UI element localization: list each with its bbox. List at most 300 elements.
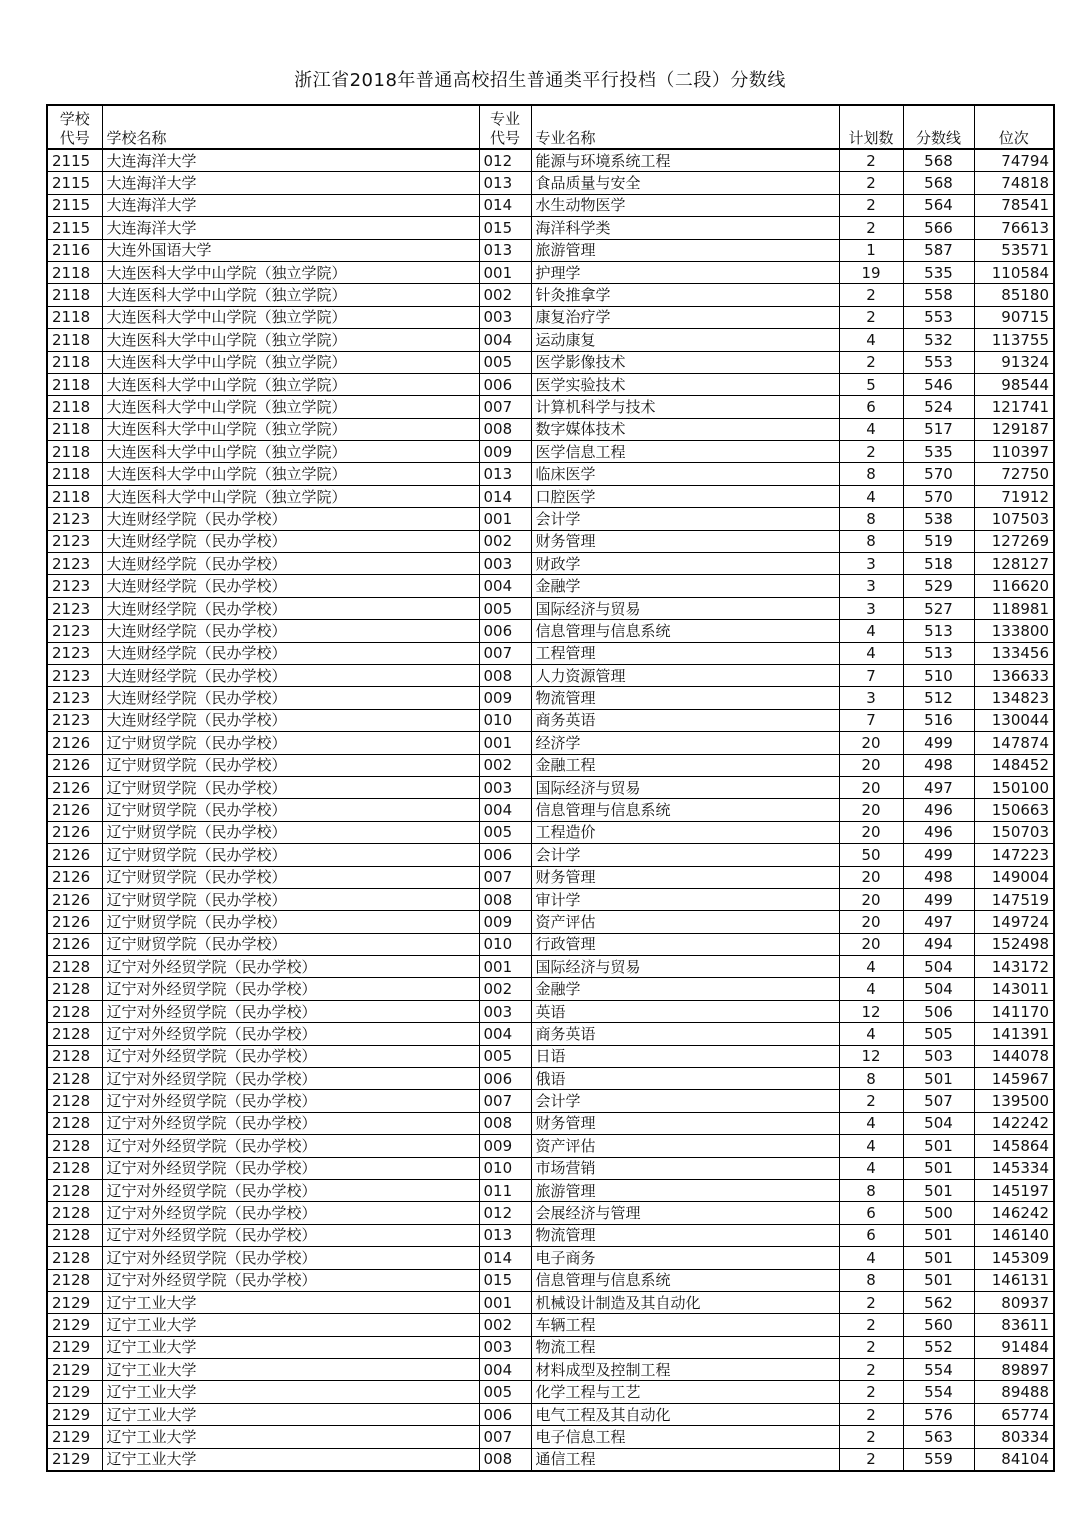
cell-rank: 128127 bbox=[974, 553, 1054, 575]
cell-school-code: 2129 bbox=[47, 1336, 102, 1358]
cell-major-code: 009 bbox=[479, 441, 531, 463]
cell-major-code: 004 bbox=[479, 329, 531, 351]
cell-rank: 118981 bbox=[974, 597, 1054, 619]
cell-school-name: 辽宁对外经贸学院（民办学校） bbox=[102, 1135, 479, 1157]
cell-major-name: 口腔医学 bbox=[531, 485, 839, 507]
cell-major-name: 食品质量与安全 bbox=[531, 172, 839, 194]
cell-major-code: 007 bbox=[479, 642, 531, 664]
cell-school-name: 大连财经学院（民办学校） bbox=[102, 530, 479, 552]
cell-rank: 152498 bbox=[974, 933, 1054, 955]
cell-school-code: 2116 bbox=[47, 239, 102, 261]
cell-rank: 80937 bbox=[974, 1291, 1054, 1313]
table-row bbox=[47, 508, 1054, 530]
cell-school-name: 大连海洋大学 bbox=[102, 217, 479, 239]
cell-school-name: 大连财经学院（民办学校） bbox=[102, 664, 479, 686]
cell-school-name: 辽宁工业大学 bbox=[102, 1336, 479, 1358]
cell-major-name: 机械设计制造及其自动化 bbox=[531, 1291, 839, 1313]
cell-score: 563 bbox=[903, 1426, 974, 1448]
table-row bbox=[47, 463, 1054, 485]
cell-plan: 2 bbox=[839, 351, 903, 373]
cell-major-name: 水生动物医学 bbox=[531, 194, 839, 216]
cell-score: 499 bbox=[903, 888, 974, 910]
table-row bbox=[47, 553, 1054, 575]
table-row bbox=[47, 754, 1054, 776]
cell-school-name: 辽宁对外经贸学院（民办学校） bbox=[102, 978, 479, 1000]
cell-rank: 146140 bbox=[974, 1224, 1054, 1246]
cell-school-code: 2129 bbox=[47, 1291, 102, 1313]
cell-school-name: 辽宁工业大学 bbox=[102, 1381, 479, 1403]
cell-rank: 91484 bbox=[974, 1336, 1054, 1358]
cell-plan: 1 bbox=[839, 239, 903, 261]
cell-score: 553 bbox=[903, 306, 974, 328]
cell-plan: 4 bbox=[839, 620, 903, 642]
cell-major-name: 物流管理 bbox=[531, 1224, 839, 1246]
cell-school-name: 大连医科大学中山学院（独立学院） bbox=[102, 261, 479, 283]
table-row bbox=[47, 1179, 1054, 1201]
cell-major-code: 012 bbox=[479, 149, 531, 172]
cell-score: 513 bbox=[903, 620, 974, 642]
cell-score: 524 bbox=[903, 396, 974, 418]
table-row bbox=[47, 306, 1054, 328]
cell-school-name: 辽宁财贸学院（民办学校） bbox=[102, 844, 479, 866]
cell-plan: 4 bbox=[839, 1247, 903, 1269]
table-row bbox=[47, 821, 1054, 843]
cell-school-name: 大连财经学院（民办学校） bbox=[102, 597, 479, 619]
cell-score: 498 bbox=[903, 866, 974, 888]
table-row bbox=[47, 620, 1054, 642]
cell-major-code: 004 bbox=[479, 575, 531, 597]
cell-rank: 147519 bbox=[974, 888, 1054, 910]
cell-major-code: 001 bbox=[479, 732, 531, 754]
cell-major-code: 009 bbox=[479, 687, 531, 709]
cell-plan: 12 bbox=[839, 1000, 903, 1022]
cell-major-name: 通信工程 bbox=[531, 1448, 839, 1471]
cell-plan: 8 bbox=[839, 508, 903, 530]
cell-school-name: 辽宁对外经贸学院（民办学校） bbox=[102, 956, 479, 978]
cell-rank: 116620 bbox=[974, 575, 1054, 597]
cell-score: 538 bbox=[903, 508, 974, 530]
cell-school-code: 2123 bbox=[47, 709, 102, 731]
cell-school-code: 2128 bbox=[47, 1000, 102, 1022]
cell-plan: 6 bbox=[839, 1202, 903, 1224]
table-row bbox=[47, 1403, 1054, 1425]
cell-rank: 85180 bbox=[974, 284, 1054, 306]
cell-plan: 50 bbox=[839, 844, 903, 866]
cell-school-code: 2118 bbox=[47, 485, 102, 507]
cell-major-name: 针灸推拿学 bbox=[531, 284, 839, 306]
cell-major-name: 工程管理 bbox=[531, 642, 839, 664]
cell-school-code: 2123 bbox=[47, 687, 102, 709]
cell-school-name: 辽宁对外经贸学院（民办学校） bbox=[102, 1269, 479, 1291]
cell-score: 501 bbox=[903, 1135, 974, 1157]
cell-score: 576 bbox=[903, 1403, 974, 1425]
cell-plan: 3 bbox=[839, 575, 903, 597]
cell-rank: 84104 bbox=[974, 1448, 1054, 1471]
cell-school-code: 2115 bbox=[47, 149, 102, 172]
cell-plan: 2 bbox=[839, 172, 903, 194]
table-row bbox=[47, 1135, 1054, 1157]
table-row bbox=[47, 418, 1054, 440]
cell-major-name: 海洋科学类 bbox=[531, 217, 839, 239]
cell-score: 570 bbox=[903, 463, 974, 485]
cell-major-code: 001 bbox=[479, 956, 531, 978]
cell-score: 501 bbox=[903, 1068, 974, 1090]
cell-plan: 20 bbox=[839, 821, 903, 843]
cell-school-code: 2118 bbox=[47, 418, 102, 440]
cell-school-code: 2126 bbox=[47, 821, 102, 843]
cell-major-code: 013 bbox=[479, 1224, 531, 1246]
cell-score: 494 bbox=[903, 933, 974, 955]
cell-school-code: 2129 bbox=[47, 1314, 102, 1336]
table-row bbox=[47, 1000, 1054, 1022]
table-row bbox=[47, 776, 1054, 798]
cell-major-name: 财务管理 bbox=[531, 530, 839, 552]
cell-score: 518 bbox=[903, 553, 974, 575]
table-row bbox=[47, 194, 1054, 216]
cell-plan: 4 bbox=[839, 956, 903, 978]
cell-rank: 74818 bbox=[974, 172, 1054, 194]
cell-rank: 133456 bbox=[974, 642, 1054, 664]
cell-score: 587 bbox=[903, 239, 974, 261]
cell-score: 516 bbox=[903, 709, 974, 731]
cell-score: 519 bbox=[903, 530, 974, 552]
cell-score: 554 bbox=[903, 1359, 974, 1381]
cell-school-code: 2115 bbox=[47, 217, 102, 239]
cell-major-code: 004 bbox=[479, 1023, 531, 1045]
cell-plan: 2 bbox=[839, 1403, 903, 1425]
cell-school-code: 2128 bbox=[47, 1023, 102, 1045]
table-row bbox=[47, 217, 1054, 239]
cell-school-code: 2126 bbox=[47, 799, 102, 821]
table-row bbox=[47, 1202, 1054, 1224]
cell-major-name: 经济学 bbox=[531, 732, 839, 754]
cell-major-name: 行政管理 bbox=[531, 933, 839, 955]
cell-school-name: 辽宁对外经贸学院（民办学校） bbox=[102, 1000, 479, 1022]
cell-major-code: 003 bbox=[479, 1000, 531, 1022]
cell-plan: 2 bbox=[839, 217, 903, 239]
header-score: 分数线 bbox=[903, 105, 974, 149]
cell-major-name: 会展经济与管理 bbox=[531, 1202, 839, 1224]
cell-score: 535 bbox=[903, 441, 974, 463]
cell-plan: 6 bbox=[839, 1224, 903, 1246]
cell-score: 513 bbox=[903, 642, 974, 664]
cell-school-name: 大连医科大学中山学院（独立学院） bbox=[102, 463, 479, 485]
cell-school-name: 大连医科大学中山学院（独立学院） bbox=[102, 418, 479, 440]
table-row bbox=[47, 1336, 1054, 1358]
cell-rank: 143011 bbox=[974, 978, 1054, 1000]
cell-school-code: 2128 bbox=[47, 1224, 102, 1246]
header-major-name: 专业名称 bbox=[531, 105, 839, 149]
cell-major-name: 财务管理 bbox=[531, 866, 839, 888]
cell-major-name: 材料成型及控制工程 bbox=[531, 1359, 839, 1381]
table-row bbox=[47, 1314, 1054, 1336]
cell-score: 501 bbox=[903, 1157, 974, 1179]
cell-major-name: 能源与环境系统工程 bbox=[531, 149, 839, 172]
header-school-code bbox=[47, 105, 102, 149]
cell-school-code: 2128 bbox=[47, 1135, 102, 1157]
cell-school-name: 辽宁财贸学院（民办学校） bbox=[102, 776, 479, 798]
cell-major-name: 医学信息工程 bbox=[531, 441, 839, 463]
cell-major-code: 001 bbox=[479, 261, 531, 283]
cell-major-code: 005 bbox=[479, 597, 531, 619]
cell-major-code: 006 bbox=[479, 373, 531, 395]
cell-major-code: 006 bbox=[479, 1403, 531, 1425]
cell-rank: 91324 bbox=[974, 351, 1054, 373]
table-row bbox=[47, 956, 1054, 978]
cell-rank: 76613 bbox=[974, 217, 1054, 239]
cell-major-name: 旅游管理 bbox=[531, 239, 839, 261]
cell-major-code: 014 bbox=[479, 194, 531, 216]
cell-score: 496 bbox=[903, 799, 974, 821]
cell-score: 504 bbox=[903, 1112, 974, 1134]
cell-school-code: 2123 bbox=[47, 508, 102, 530]
cell-school-name: 大连医科大学中山学院（独立学院） bbox=[102, 485, 479, 507]
page-title: 浙江省2018年普通高校招生普通类平行投档（二段）分数线 bbox=[294, 70, 786, 91]
cell-school-name: 大连财经学院（民办学校） bbox=[102, 553, 479, 575]
cell-school-name: 大连海洋大学 bbox=[102, 172, 479, 194]
cell-score: 499 bbox=[903, 732, 974, 754]
cell-rank: 71912 bbox=[974, 485, 1054, 507]
cell-major-name: 俄语 bbox=[531, 1068, 839, 1090]
cell-score: 559 bbox=[903, 1448, 974, 1471]
cell-rank: 149724 bbox=[974, 911, 1054, 933]
cell-school-name: 大连医科大学中山学院（独立学院） bbox=[102, 306, 479, 328]
cell-major-name: 物流管理 bbox=[531, 687, 839, 709]
cell-school-name: 大连财经学院（民办学校） bbox=[102, 575, 479, 597]
cell-school-name: 辽宁财贸学院（民办学校） bbox=[102, 732, 479, 754]
cell-school-code: 2118 bbox=[47, 261, 102, 283]
table-row bbox=[47, 441, 1054, 463]
cell-rank: 72750 bbox=[974, 463, 1054, 485]
cell-plan: 20 bbox=[839, 866, 903, 888]
cell-major-code: 003 bbox=[479, 776, 531, 798]
cell-rank: 121741 bbox=[974, 396, 1054, 418]
cell-score: 566 bbox=[903, 217, 974, 239]
cell-score: 504 bbox=[903, 956, 974, 978]
cell-major-name: 商务英语 bbox=[531, 709, 839, 731]
cell-school-name: 大连医科大学中山学院（独立学院） bbox=[102, 284, 479, 306]
cell-plan: 4 bbox=[839, 1023, 903, 1045]
table-row bbox=[47, 1112, 1054, 1134]
cell-major-code: 007 bbox=[479, 1090, 531, 1112]
header-school-code-line2: 代号 bbox=[59, 129, 90, 147]
cell-rank: 110584 bbox=[974, 261, 1054, 283]
cell-rank: 147874 bbox=[974, 732, 1054, 754]
cell-school-name: 大连外国语大学 bbox=[102, 239, 479, 261]
cell-school-code: 2129 bbox=[47, 1426, 102, 1448]
cell-rank: 78541 bbox=[974, 194, 1054, 216]
cell-rank: 143172 bbox=[974, 956, 1054, 978]
cell-major-code: 002 bbox=[479, 530, 531, 552]
cell-major-code: 008 bbox=[479, 888, 531, 910]
cell-major-name: 会计学 bbox=[531, 1090, 839, 1112]
cell-major-code: 015 bbox=[479, 217, 531, 239]
cell-school-code: 2118 bbox=[47, 441, 102, 463]
cell-school-name: 辽宁工业大学 bbox=[102, 1359, 479, 1381]
cell-plan: 4 bbox=[839, 642, 903, 664]
table-row bbox=[47, 1359, 1054, 1381]
cell-plan: 2 bbox=[839, 1448, 903, 1471]
cell-rank: 53571 bbox=[974, 239, 1054, 261]
cell-school-name: 辽宁工业大学 bbox=[102, 1291, 479, 1313]
header-rank: 位次 bbox=[974, 105, 1054, 149]
cell-rank: 133800 bbox=[974, 620, 1054, 642]
cell-rank: 145334 bbox=[974, 1157, 1054, 1179]
cell-plan: 2 bbox=[839, 194, 903, 216]
cell-major-code: 002 bbox=[479, 978, 531, 1000]
cell-score: 499 bbox=[903, 844, 974, 866]
cell-major-name: 康复治疗学 bbox=[531, 306, 839, 328]
cell-major-name: 信息管理与信息系统 bbox=[531, 620, 839, 642]
cell-major-name: 旅游管理 bbox=[531, 1179, 839, 1201]
cell-plan: 7 bbox=[839, 709, 903, 731]
cell-school-code: 2129 bbox=[47, 1448, 102, 1471]
cell-score: 506 bbox=[903, 1000, 974, 1022]
cell-school-code: 2123 bbox=[47, 530, 102, 552]
cell-major-code: 009 bbox=[479, 911, 531, 933]
cell-school-code: 2128 bbox=[47, 1247, 102, 1269]
table-row bbox=[47, 844, 1054, 866]
cell-plan: 2 bbox=[839, 1426, 903, 1448]
cell-school-name: 辽宁对外经贸学院（民办学校） bbox=[102, 1247, 479, 1269]
cell-rank: 127269 bbox=[974, 530, 1054, 552]
cell-school-name: 辽宁对外经贸学院（民办学校） bbox=[102, 1157, 479, 1179]
cell-rank: 107503 bbox=[974, 508, 1054, 530]
cell-school-code: 2126 bbox=[47, 776, 102, 798]
table-row bbox=[47, 261, 1054, 283]
cell-rank: 98544 bbox=[974, 373, 1054, 395]
cell-score: 554 bbox=[903, 1381, 974, 1403]
table-row bbox=[47, 1068, 1054, 1090]
cell-major-name: 金融学 bbox=[531, 978, 839, 1000]
cell-school-code: 2126 bbox=[47, 911, 102, 933]
cell-plan: 7 bbox=[839, 664, 903, 686]
cell-plan: 4 bbox=[839, 485, 903, 507]
cell-major-name: 化学工程与工艺 bbox=[531, 1381, 839, 1403]
cell-score: 560 bbox=[903, 1314, 974, 1336]
cell-school-name: 大连医科大学中山学院（独立学院） bbox=[102, 441, 479, 463]
cell-major-name: 国际经济与贸易 bbox=[531, 956, 839, 978]
cell-major-name: 会计学 bbox=[531, 844, 839, 866]
cell-major-code: 015 bbox=[479, 1269, 531, 1291]
cell-score: 501 bbox=[903, 1224, 974, 1246]
cell-rank: 110397 bbox=[974, 441, 1054, 463]
cell-school-code: 2128 bbox=[47, 1068, 102, 1090]
cell-major-name: 财务管理 bbox=[531, 1112, 839, 1134]
table-row bbox=[47, 1426, 1054, 1448]
cell-rank: 145967 bbox=[974, 1068, 1054, 1090]
cell-major-code: 008 bbox=[479, 664, 531, 686]
cell-major-name: 金融学 bbox=[531, 575, 839, 597]
cell-school-code: 2126 bbox=[47, 888, 102, 910]
cell-rank: 80334 bbox=[974, 1426, 1054, 1448]
cell-major-code: 008 bbox=[479, 1112, 531, 1134]
cell-school-code: 2118 bbox=[47, 306, 102, 328]
cell-plan: 4 bbox=[839, 329, 903, 351]
cell-school-name: 辽宁对外经贸学院（民办学校） bbox=[102, 1112, 479, 1134]
cell-score: 552 bbox=[903, 1336, 974, 1358]
cell-school-name: 辽宁工业大学 bbox=[102, 1426, 479, 1448]
cell-major-name: 审计学 bbox=[531, 888, 839, 910]
cell-school-name: 辽宁财贸学院（民办学校） bbox=[102, 754, 479, 776]
cell-rank: 145197 bbox=[974, 1179, 1054, 1201]
cell-score: 527 bbox=[903, 597, 974, 619]
cell-school-code: 2129 bbox=[47, 1359, 102, 1381]
cell-score: 568 bbox=[903, 149, 974, 172]
cell-plan: 4 bbox=[839, 1157, 903, 1179]
table-row bbox=[47, 642, 1054, 664]
cell-major-name: 医学影像技术 bbox=[531, 351, 839, 373]
cell-rank: 146131 bbox=[974, 1269, 1054, 1291]
table-row bbox=[47, 866, 1054, 888]
cell-school-code: 2123 bbox=[47, 597, 102, 619]
cell-score: 496 bbox=[903, 821, 974, 843]
cell-major-code: 008 bbox=[479, 418, 531, 440]
cell-plan: 20 bbox=[839, 799, 903, 821]
table-row bbox=[47, 1381, 1054, 1403]
table-row bbox=[47, 1023, 1054, 1045]
cell-plan: 20 bbox=[839, 754, 903, 776]
cell-score: 501 bbox=[903, 1247, 974, 1269]
header-school-code-line1: 学校 bbox=[59, 110, 90, 128]
cell-plan: 3 bbox=[839, 597, 903, 619]
cell-school-code: 2115 bbox=[47, 194, 102, 216]
cell-score: 568 bbox=[903, 172, 974, 194]
table-row bbox=[47, 149, 1054, 172]
cell-major-code: 006 bbox=[479, 844, 531, 866]
cell-major-code: 002 bbox=[479, 284, 531, 306]
cell-major-code: 010 bbox=[479, 933, 531, 955]
cell-rank: 83611 bbox=[974, 1314, 1054, 1336]
cell-school-code: 2118 bbox=[47, 329, 102, 351]
cell-plan: 20 bbox=[839, 911, 903, 933]
cell-score: 546 bbox=[903, 373, 974, 395]
cell-rank: 129187 bbox=[974, 418, 1054, 440]
cell-school-name: 辽宁财贸学院（民办学校） bbox=[102, 888, 479, 910]
cell-school-name: 大连财经学院（民办学校） bbox=[102, 620, 479, 642]
table-body bbox=[47, 149, 1054, 1471]
table-row bbox=[47, 1291, 1054, 1313]
table-row bbox=[47, 687, 1054, 709]
cell-plan: 6 bbox=[839, 396, 903, 418]
cell-plan: 2 bbox=[839, 1090, 903, 1112]
cell-major-code: 003 bbox=[479, 306, 531, 328]
table-row bbox=[47, 978, 1054, 1000]
table-row bbox=[47, 911, 1054, 933]
cell-school-code: 2126 bbox=[47, 866, 102, 888]
cell-major-name: 金融工程 bbox=[531, 754, 839, 776]
cell-score: 504 bbox=[903, 978, 974, 1000]
cell-major-name: 运动康复 bbox=[531, 329, 839, 351]
cell-plan: 8 bbox=[839, 463, 903, 485]
cell-major-code: 006 bbox=[479, 1068, 531, 1090]
cell-major-code: 011 bbox=[479, 1179, 531, 1201]
table-row bbox=[47, 351, 1054, 373]
cell-plan: 12 bbox=[839, 1045, 903, 1067]
cell-major-code: 014 bbox=[479, 1247, 531, 1269]
cell-score: 535 bbox=[903, 261, 974, 283]
table-row bbox=[47, 1269, 1054, 1291]
cell-rank: 136633 bbox=[974, 664, 1054, 686]
cell-school-name: 辽宁工业大学 bbox=[102, 1314, 479, 1336]
cell-rank: 144078 bbox=[974, 1045, 1054, 1067]
cell-major-code: 013 bbox=[479, 463, 531, 485]
cell-rank: 65774 bbox=[974, 1403, 1054, 1425]
header-plan: 计划数 bbox=[839, 105, 903, 149]
cell-major-code: 005 bbox=[479, 821, 531, 843]
cell-major-name: 人力资源管理 bbox=[531, 664, 839, 686]
cell-plan: 2 bbox=[839, 1359, 903, 1381]
